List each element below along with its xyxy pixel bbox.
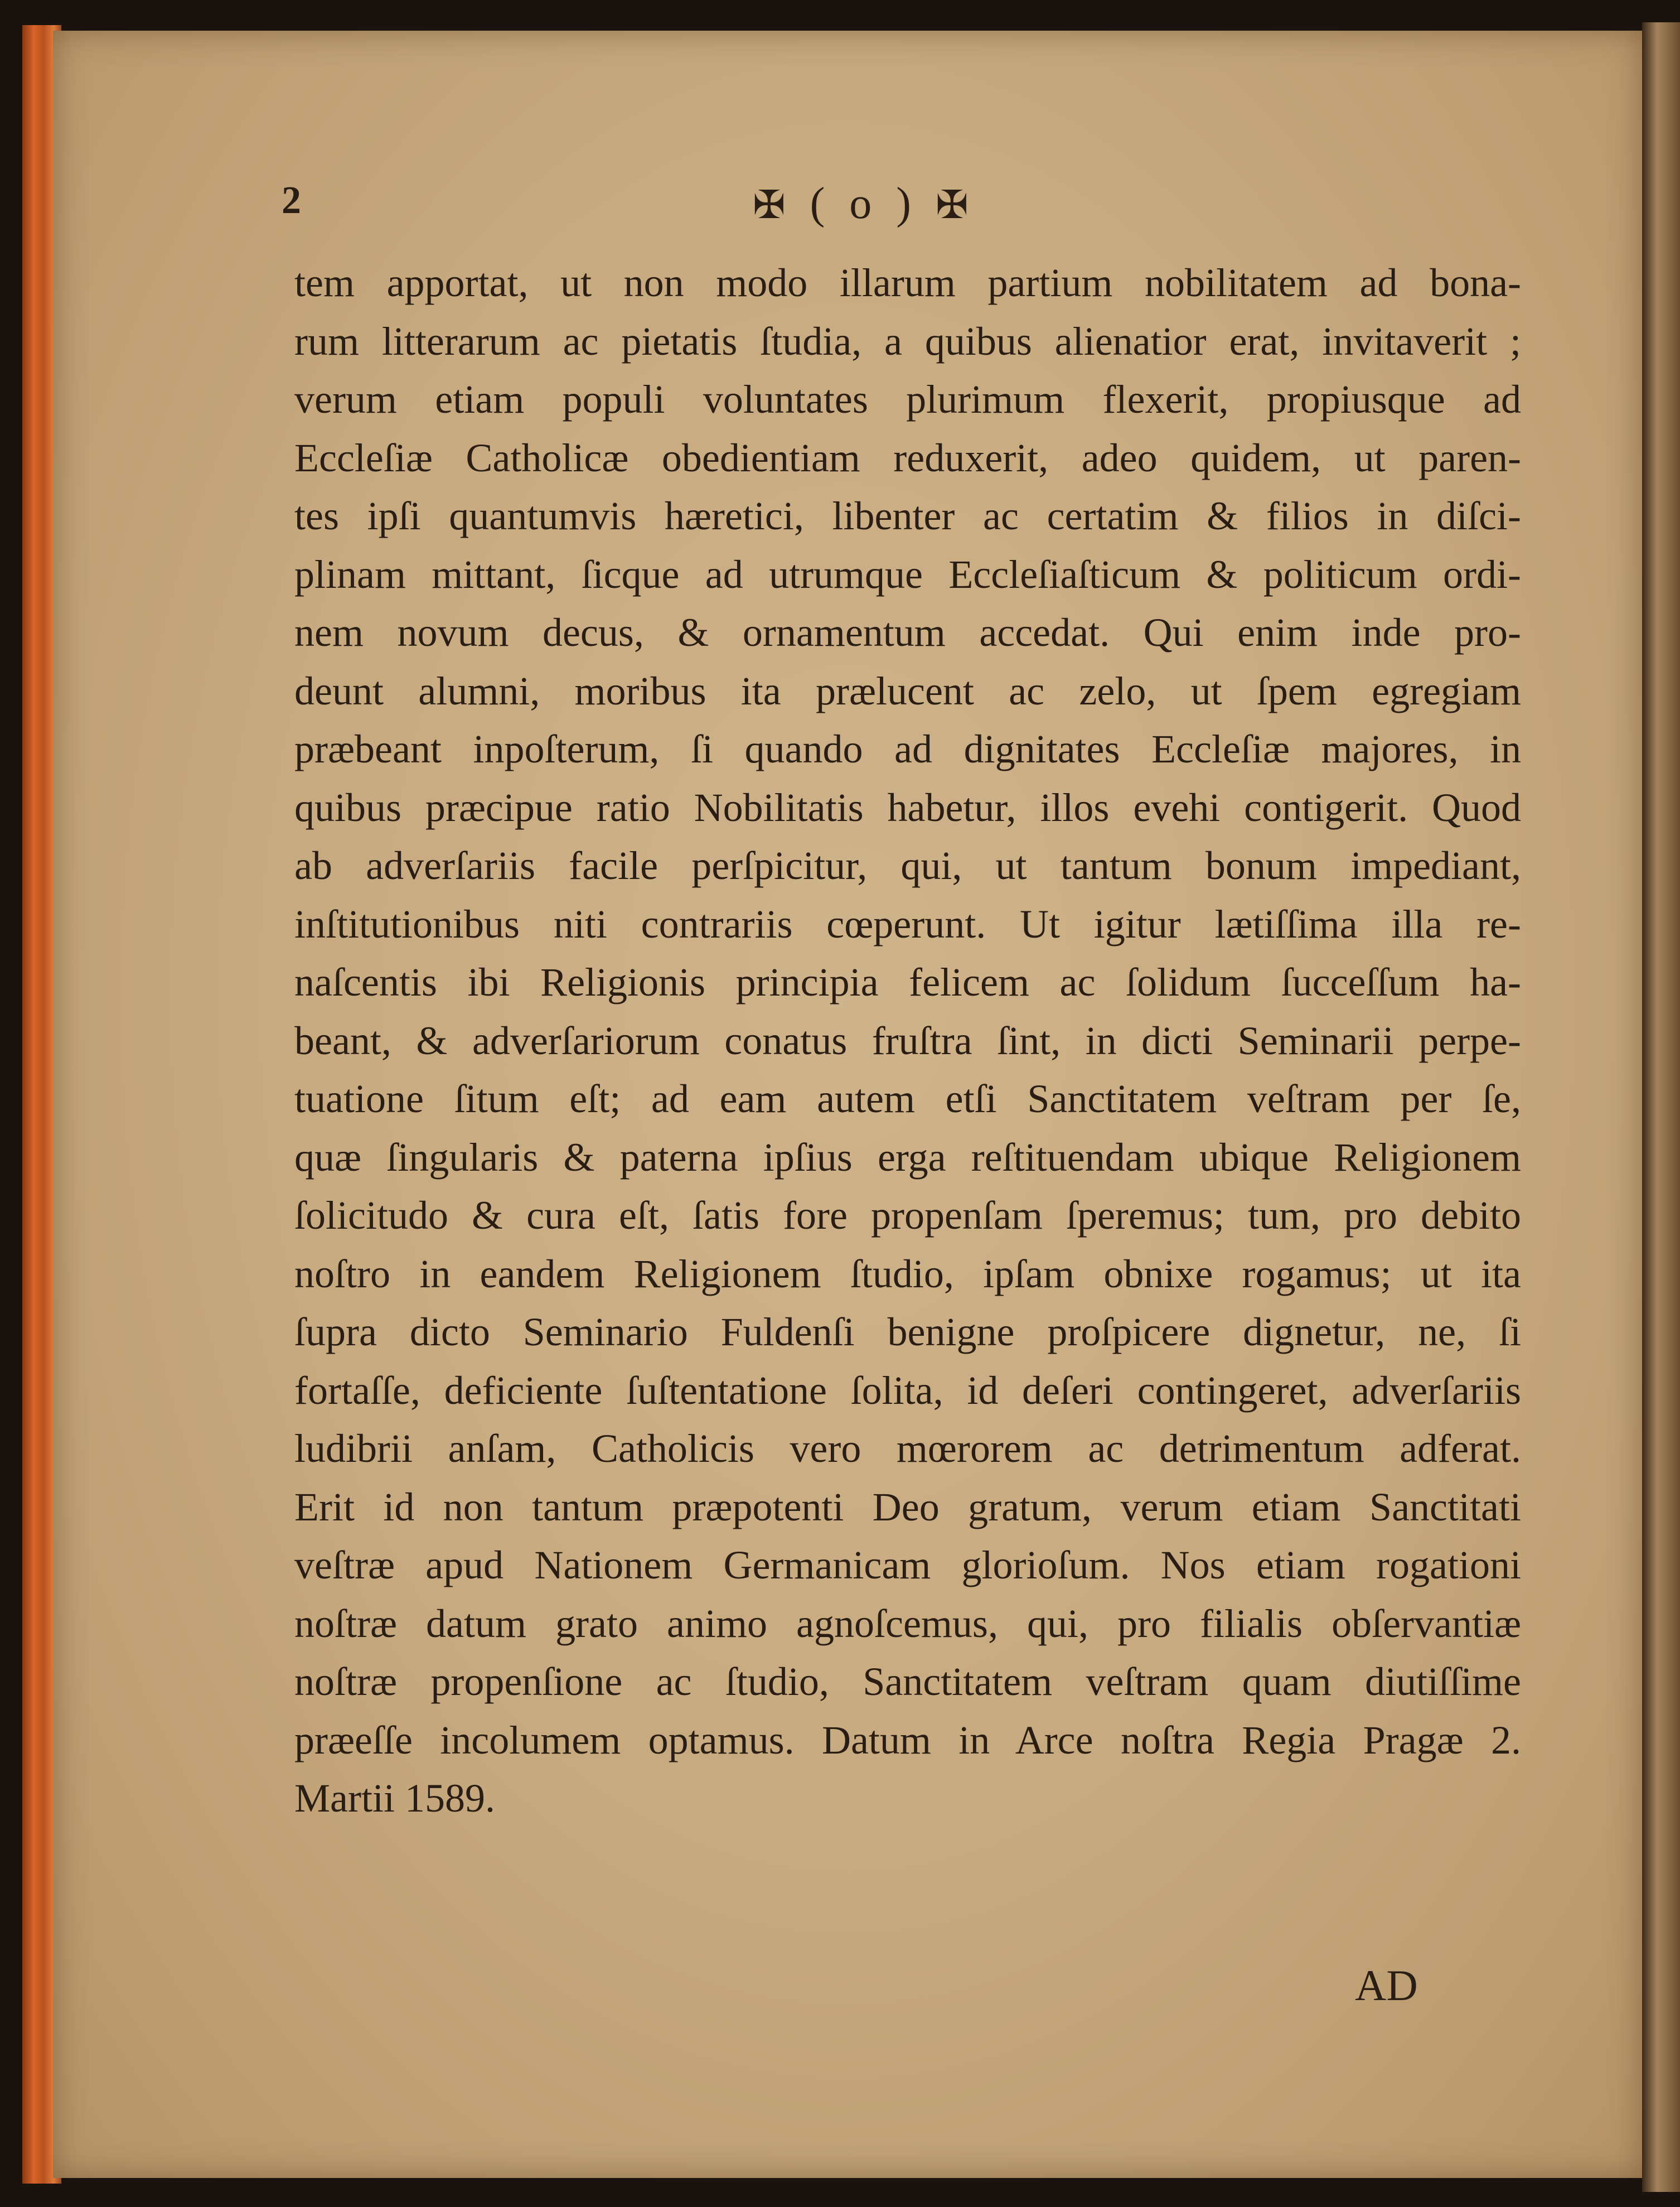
text-line: ſupra dicto Seminario Fuldenſi benigne proſpicere dignetur, ne, ſi bbox=[294, 1310, 1521, 1354]
running-head-text: ( o ) bbox=[810, 179, 918, 228]
catchword: AD bbox=[1355, 1961, 1418, 2010]
text-line: ludibrii anſam, Catholicis vero mœrorem ac detrimentum adferat. bbox=[294, 1426, 1521, 1471]
page-number: 2 bbox=[282, 179, 301, 222]
text-line: præbeant inpoſterum, ſi quando ad dignitates Eccleſiæ majores, in bbox=[294, 727, 1521, 771]
page-header bbox=[0, 178, 1680, 234]
text-line: verum etiam populi voluntates plurimum flexerit, propiusque ad bbox=[294, 377, 1521, 422]
text-line: Eccleſiæ Catholicæ obedientiam reduxerit, adeo quidem, ut paren- bbox=[294, 435, 1521, 480]
text-line: fortaſſe, deficiente ſuſtentatione ſolita, id deſeri contingeret, adverſariis bbox=[294, 1368, 1521, 1413]
text-line: Erit id non tantum præpotenti Deo gratum, verum etiam Sanctitati bbox=[294, 1484, 1521, 1529]
text-line: inſtitutionibus niti contrariis cœperunt. Ut igitur lætiſſima illa re- bbox=[294, 901, 1521, 946]
text-line: beant, & adverſariorum conatus fruſtra ſint, in dicti Seminarii perpe- bbox=[294, 1018, 1521, 1063]
text-line: quæ ſingularis & paterna ipſius erga reſtituendam ubique Religionem bbox=[294, 1134, 1521, 1180]
text-line: veſtræ apud Nationem Germanicam glorioſum. Nos etiam rogationi bbox=[294, 1543, 1521, 1587]
text-line: noſtro in eandem Religionem ſtudio, ipſam obnixe rogamus; ut ita bbox=[294, 1251, 1521, 1296]
fleuron-ornament-icon: ✠ bbox=[753, 184, 792, 227]
text-line: nem novum decus, & ornamentum accedat. Qui enim inde pro- bbox=[294, 610, 1521, 655]
text-line: tuatione ſitum eſt; ad eam autem etſi Sanctitatem veſtram per ſe, bbox=[294, 1076, 1521, 1121]
fleuron-ornament-icon: ✠ bbox=[935, 184, 975, 227]
text-line: præeſſe incolumem optamus. Datum in Arce noſtra Regia Pragæ 2. bbox=[294, 1717, 1521, 1762]
running-head bbox=[753, 178, 975, 229]
text-line: Martii 1589. bbox=[294, 1776, 495, 1820]
text-line: noſtræ propenſione ac ſtudio, Sanctitatem veſtram quam diutiſſime bbox=[294, 1659, 1521, 1704]
text-line: quibus præcipue ratio Nobilitatis habetur, illos evehi contigerit. Quod bbox=[294, 785, 1521, 830]
book-gutter bbox=[1642, 22, 1680, 2192]
text-line: ſolicitudo & cura eſt, ſatis fore propenſam ſperemus; tum, pro debito bbox=[294, 1193, 1521, 1238]
text-line: plinam mittant, ſicque ad utrumque Eccleſiaſticum & politicum ordi- bbox=[294, 552, 1521, 597]
body-text bbox=[294, 254, 1521, 1828]
text-line: deunt alumni, moribus ita prælucent ac zelo, ut ſpem egregiam bbox=[294, 668, 1521, 713]
text-line: tem apportat, ut non modo illarum partium nobilitatem ad bona- bbox=[294, 260, 1521, 305]
text-line: tes ipſi quantumvis hæretici, libenter ac certatim & filios in diſci- bbox=[294, 494, 1521, 538]
text-line: ab adverſariis facile perſpicitur, qui, ut tantum bonum impediant, bbox=[294, 843, 1521, 888]
text-line: noſtræ datum grato animo agnoſcemus, qui, pro filialis obſervantiæ bbox=[294, 1601, 1521, 1646]
text-line: rum litterarum ac pietatis ſtudia, a quibus alienatior erat, invitaverit ; bbox=[294, 318, 1521, 364]
text-line: naſcentis ibi Religionis principia felicem ac ſolidum ſucceſſum ha- bbox=[294, 960, 1521, 1005]
